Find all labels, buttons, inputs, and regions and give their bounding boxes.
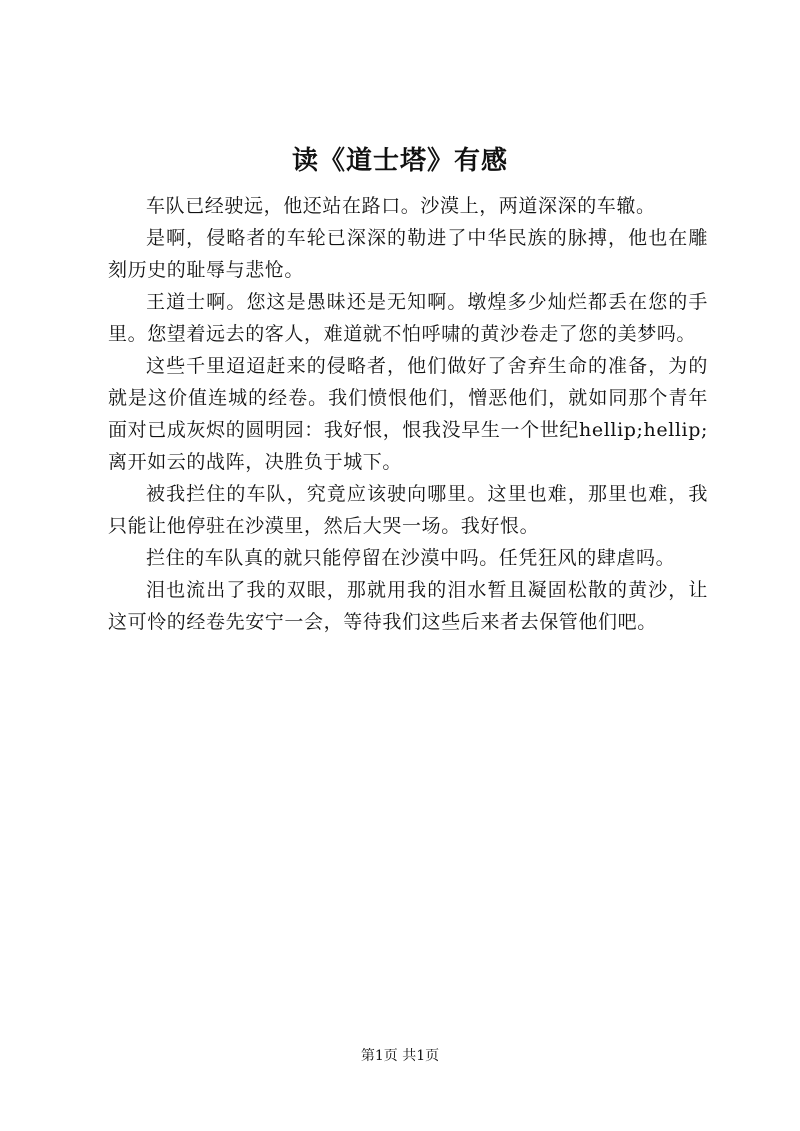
page-footer: 第1页 共1页 [360, 1048, 440, 1064]
paragraph-3: 王道士啊。您这是愚昧还是无知啊。墩煌多少灿烂都丢在您的手里。您望着远去的客人，难道就不怕呼啸的黄沙卷走了您的美梦吗。 [108, 291, 708, 345]
paragraph-1: 车队已经驶远，他还站在路口。沙漠上，两道深深的车辙。 [146, 195, 656, 217]
document-title: 读《道士塔》有感 [291, 146, 508, 176]
paragraph-4: 这些千里迢迢赶来的侵略者，他们做好了舍弃生命的准备，为的就是这价值连城的经卷。我们愤恨他们，憎恶他们，就如同那个青年面对已成灰烬的圆明园：我好恨，恨我没早生一个世纪hellip;hellip;离开如云的战阵，决胜负于城下。 [108, 355, 708, 473]
paragraph-5: 被我拦住的车队，究竟应该驶向哪里。这里也难，那里也难，我只能让他停驻在沙漠里，然后大哭一场。我好恨。 [108, 483, 708, 537]
document-body [108, 190, 708, 638]
paragraph-7: 泪也流出了我的双眼，那就用我的泪水暂且凝固松散的黄沙，让这可怜的经卷先安宁一会，等待我们这些后来者去保管他们吧。 [108, 579, 708, 633]
paragraph-6: 拦住的车队真的就只能停留在沙漠中吗。任凭狂风的肆虐吗。 [146, 547, 676, 569]
paragraph-2: 是啊，侵略者的车轮已深深的勒进了中华民族的脉搏，他也在雕刻历史的耻辱与悲怆。 [108, 227, 708, 281]
